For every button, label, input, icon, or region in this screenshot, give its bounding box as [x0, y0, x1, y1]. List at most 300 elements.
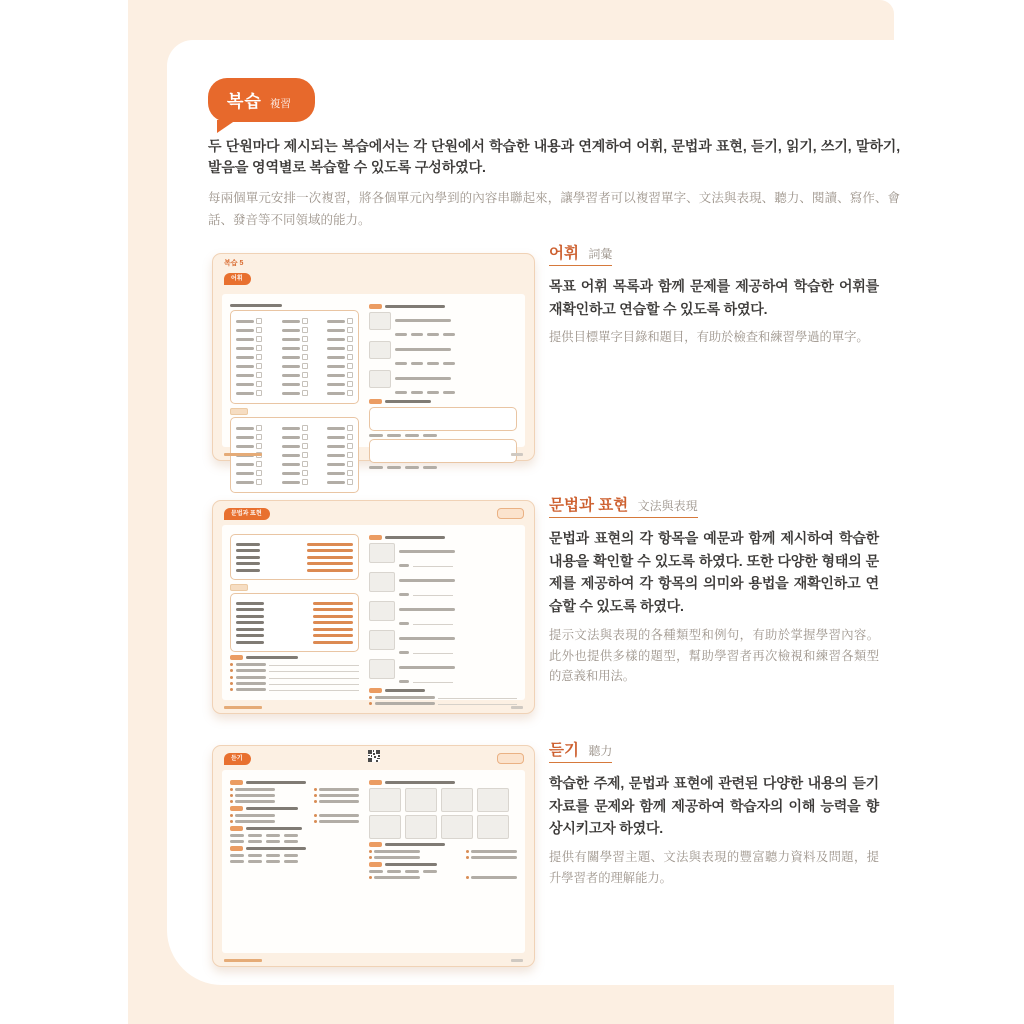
question-number-tag [369, 842, 382, 847]
option-pair-row [230, 800, 359, 803]
word-checkbox-pair [327, 452, 353, 458]
illustration-placeholder [441, 815, 473, 839]
option-pair [230, 788, 275, 791]
option-skeleton-bar [399, 564, 409, 567]
text-skeleton-bar [327, 436, 345, 439]
options-row [230, 854, 359, 857]
item-number-dot [230, 663, 233, 666]
text-skeleton-bar [235, 794, 275, 797]
checkbox-mark [302, 345, 308, 351]
grammar-pattern-box [230, 593, 359, 652]
checkbox-mark [302, 452, 308, 458]
numbered-line-skeleton [230, 688, 359, 691]
word-row-skeleton [236, 479, 353, 485]
item-number-dot [314, 814, 317, 817]
checkbox-mark [256, 470, 262, 476]
word-checkbox-pair [327, 363, 353, 369]
exercise-lines [399, 630, 517, 656]
word-checkbox-pair [236, 354, 262, 360]
text-skeleton-bar [236, 608, 264, 611]
word-checkbox-pair [327, 470, 353, 476]
word-checkbox-pair [327, 345, 353, 351]
grammar-row-skeleton [236, 556, 353, 559]
question-number-tag [230, 655, 243, 660]
option-skeleton-bar [399, 651, 409, 654]
footer-book-label [224, 706, 262, 709]
question-number-tag [230, 806, 243, 811]
text-skeleton-bar [471, 856, 517, 859]
question-number-tag [369, 399, 382, 404]
option-skeleton-bar [266, 840, 280, 843]
text-skeleton-bar [282, 392, 300, 395]
question-heading-skeleton [230, 806, 359, 811]
checkbox-mark [347, 354, 353, 360]
answer-box [369, 407, 517, 431]
question-heading-skeleton [230, 846, 359, 851]
section-title-chinese: 聽力 [588, 744, 613, 758]
word-row-skeleton [236, 345, 353, 351]
illustration-row [369, 815, 517, 839]
numbered-line-skeleton [230, 669, 359, 672]
write-in-line [269, 663, 359, 666]
options-row [230, 840, 359, 843]
checkbox-mark [256, 461, 262, 467]
text-skeleton-bar [236, 628, 264, 631]
text-skeleton-bar [282, 356, 300, 359]
checkbox-mark [302, 363, 308, 369]
category-chip [230, 408, 248, 415]
question-number-tag [369, 304, 382, 309]
text-skeleton-bar [374, 876, 420, 879]
word-checkbox-pair [236, 318, 262, 324]
text-skeleton-bar [236, 329, 254, 332]
option-skeleton-bar [395, 391, 407, 394]
option-skeleton-bar [230, 854, 244, 857]
word-checkbox-pair [327, 336, 353, 342]
item-number-dot [369, 702, 372, 705]
options-row [399, 564, 517, 567]
option-skeleton-bar [395, 333, 407, 336]
checkbox-mark [347, 372, 353, 378]
word-checkbox-pair [236, 443, 262, 449]
options-row [369, 870, 517, 873]
option-skeleton-bar [395, 362, 407, 365]
word-checkbox-pair [282, 327, 308, 333]
section-title-korean: 문법과 표현 [549, 497, 629, 514]
option-skeleton-bar [248, 840, 262, 843]
option-skeleton-bar [230, 840, 244, 843]
illustration-placeholder [369, 312, 391, 330]
option-skeleton-bar [411, 362, 423, 365]
question-heading-skeleton [369, 862, 517, 867]
thumb2-tab-grammar: 문법과 표현 [224, 508, 270, 520]
word-row-skeleton [236, 470, 353, 476]
text-skeleton-bar [236, 320, 254, 323]
item-number-dot [466, 856, 469, 859]
text-skeleton-bar [282, 472, 300, 475]
thumb1-page-title: 복습 5 [224, 260, 244, 267]
options-row [395, 362, 517, 365]
grammar-row-skeleton [236, 543, 353, 546]
text-skeleton-bar [235, 788, 275, 791]
grammar-row-skeleton [236, 608, 353, 611]
option-pair-row [369, 876, 517, 879]
option-skeleton-bar [405, 870, 419, 873]
item-number-dot [314, 800, 317, 803]
checkbox-mark [302, 470, 308, 476]
thumb3-right-column [369, 777, 517, 882]
option-skeleton-bar [443, 391, 455, 394]
text-skeleton-bar [282, 445, 300, 448]
intro-paragraph-korean: 두 단원마다 제시되는 복습에서는 각 단원에서 학습한 내용과 연계하여 어휘, 문법과 표현, 듣기, 읽기, 쓰기, 말하기, 발음을 영역별로 복습할 수 있도록 구성하였다. [208, 138, 900, 176]
checkbox-mark [302, 425, 308, 431]
thumb3-tab-listening: 듣기 [224, 753, 251, 765]
bubble-korean-title: 복습 [227, 92, 262, 111]
illustration-placeholder [477, 788, 509, 812]
numbered-line-skeleton [369, 696, 517, 699]
option-skeleton-bar [387, 466, 401, 469]
text-skeleton-bar [236, 463, 254, 466]
option-pair [466, 856, 517, 859]
thumb1-columns [222, 294, 525, 499]
text-skeleton-bar [282, 481, 300, 484]
word-checkbox-pair [282, 372, 308, 378]
word-checkbox-pair [236, 470, 262, 476]
illustration-placeholder [369, 630, 395, 650]
word-checkbox-pair [236, 425, 262, 431]
section-grammar-expressions [549, 493, 879, 687]
option-skeleton-bar [423, 870, 437, 873]
thumbnail-grammar-page [212, 500, 535, 714]
exercise-lines [399, 543, 517, 569]
checkbox-mark [302, 381, 308, 387]
option-pair [314, 800, 359, 803]
exercise-lines [399, 659, 517, 685]
text-skeleton-bar [236, 543, 260, 546]
checkbox-mark [347, 390, 353, 396]
option-skeleton-bar [423, 434, 437, 437]
illustration-placeholder [477, 815, 509, 839]
text-skeleton-bar [385, 781, 455, 784]
text-skeleton-bar [236, 392, 254, 395]
text-skeleton-bar [319, 800, 359, 803]
option-skeleton-bar [230, 860, 244, 863]
item-number-dot [230, 669, 233, 672]
text-skeleton-bar [282, 365, 300, 368]
word-checkbox-pair [327, 434, 353, 440]
option-pair-row [230, 814, 359, 817]
checkbox-mark [302, 372, 308, 378]
text-skeleton-bar [327, 454, 345, 457]
text-skeleton-bar [374, 856, 420, 859]
checkbox-mark [347, 434, 353, 440]
numbered-line-skeleton [230, 663, 359, 666]
word-checkbox-pair [236, 381, 262, 387]
question-number-tag [369, 688, 382, 693]
illustration-placeholder [369, 341, 391, 359]
word-checkbox-pair [327, 354, 353, 360]
option-pair [314, 794, 359, 797]
checkbox-mark [302, 327, 308, 333]
text-skeleton-bar [246, 656, 298, 659]
text-skeleton-bar [282, 383, 300, 386]
checkbox-mark [256, 354, 262, 360]
question-heading-skeleton [369, 535, 517, 540]
text-skeleton-bar [235, 800, 275, 803]
text-skeleton-bar [327, 338, 345, 341]
exercise-item-skeleton [369, 630, 517, 656]
option-skeleton-bar [284, 854, 298, 857]
text-skeleton-bar [236, 365, 254, 368]
options-row [230, 834, 359, 837]
illustration-placeholder [369, 370, 391, 388]
write-in-line [413, 593, 453, 596]
grammar-row-skeleton [236, 621, 353, 624]
options-row [395, 333, 517, 336]
question-heading-skeleton [230, 655, 359, 660]
word-checkbox-pair [327, 425, 353, 431]
answer-box [369, 439, 517, 463]
highlight-skeleton-bar [307, 549, 353, 552]
illustration-placeholder [369, 659, 395, 679]
exercise-item-skeleton [369, 341, 517, 367]
item-number-dot [369, 856, 372, 859]
text-skeleton-bar [246, 847, 306, 850]
option-pair-row [230, 820, 359, 823]
text-skeleton-bar [399, 550, 455, 553]
option-pair [369, 876, 420, 879]
item-number-dot [230, 814, 233, 817]
highlight-skeleton-bar [307, 569, 353, 572]
option-skeleton-bar [399, 593, 409, 596]
item-number-dot [314, 820, 317, 823]
write-in-line [269, 676, 359, 679]
section-title-korean: 듣기 [549, 742, 579, 759]
text-skeleton-bar [236, 663, 266, 666]
write-in-line [413, 622, 453, 625]
checkbox-mark [302, 390, 308, 396]
options-row [395, 391, 517, 394]
question-number-tag [369, 535, 382, 540]
checkbox-mark [256, 345, 262, 351]
word-checkbox-pair [282, 461, 308, 467]
highlight-skeleton-bar [307, 543, 353, 546]
thumb1-left-column [230, 301, 359, 495]
write-in-line [438, 696, 517, 699]
text-skeleton-bar [327, 427, 345, 430]
word-checkbox-pair [327, 390, 353, 396]
exercise-item-skeleton [369, 659, 517, 685]
word-checkbox-pair [327, 318, 353, 324]
category-chip [230, 584, 248, 591]
write-in-line [413, 651, 453, 654]
text-skeleton-bar [399, 579, 455, 582]
section-title-korean: 어휘 [549, 245, 579, 262]
text-skeleton-bar [282, 427, 300, 430]
text-skeleton-bar [327, 445, 345, 448]
word-checkbox-pair [327, 327, 353, 333]
section-title-chinese: 詞彙 [588, 247, 613, 261]
word-checkbox-pair [236, 372, 262, 378]
illustration-placeholder [441, 788, 473, 812]
word-checkbox-pair [236, 434, 262, 440]
exercise-item-skeleton [369, 370, 517, 396]
highlight-skeleton-bar [313, 602, 353, 605]
word-checkbox-pair [327, 461, 353, 467]
section-title [549, 241, 612, 266]
word-checkbox-pair [236, 327, 262, 333]
word-checkbox-pair [282, 443, 308, 449]
write-in-line [413, 680, 453, 683]
word-checkbox-pair [282, 318, 308, 324]
word-row-skeleton [236, 336, 353, 342]
option-skeleton-bar [284, 860, 298, 863]
thumb3-page-content [222, 770, 525, 953]
text-skeleton-bar [327, 392, 345, 395]
option-skeleton-bar [411, 333, 423, 336]
footer-page-number [511, 453, 523, 456]
checkbox-mark [256, 434, 262, 440]
option-skeleton-bar [248, 860, 262, 863]
word-checkbox-pair [282, 452, 308, 458]
option-skeleton-bar [248, 854, 262, 857]
option-skeleton-bar [443, 333, 455, 336]
checkbox-mark [347, 318, 353, 324]
item-number-dot [369, 850, 372, 853]
write-in-line [269, 669, 359, 672]
text-skeleton-bar [327, 356, 345, 359]
word-checkbox-pair [282, 390, 308, 396]
grammar-row-skeleton [236, 641, 353, 644]
text-skeleton-bar [236, 436, 254, 439]
text-skeleton-bar [395, 319, 451, 322]
word-checkbox-pair [282, 354, 308, 360]
option-skeleton-bar [427, 333, 439, 336]
option-pair [230, 800, 275, 803]
options-row [399, 622, 517, 625]
text-skeleton-bar [385, 689, 425, 692]
option-skeleton-bar [387, 434, 401, 437]
option-skeleton-bar [399, 680, 409, 683]
checkbox-mark [256, 479, 262, 485]
item-number-dot [230, 788, 233, 791]
text-skeleton-bar [327, 365, 345, 368]
footer-page-number [511, 706, 523, 709]
grammar-row-skeleton [236, 562, 353, 565]
checkbox-mark [347, 470, 353, 476]
exercise-item-skeleton [369, 572, 517, 598]
text-skeleton-bar [327, 374, 345, 377]
text-skeleton-bar [282, 454, 300, 457]
text-skeleton-bar [236, 562, 260, 565]
checkbox-mark [256, 327, 262, 333]
section-body-chinese: 提供目標單字目錄和題目，有助於檢查和練習學過的單字。 [549, 330, 869, 345]
text-skeleton-bar [236, 356, 254, 359]
text-skeleton-bar [385, 863, 437, 866]
grammar-row-skeleton [236, 615, 353, 618]
item-number-dot [230, 794, 233, 797]
text-skeleton-bar [236, 481, 254, 484]
section-listening [549, 738, 879, 889]
option-skeleton-bar [399, 622, 409, 625]
word-checkbox-pair [282, 479, 308, 485]
options-row [399, 651, 517, 654]
text-skeleton-bar [230, 304, 282, 307]
checkbox-mark [256, 318, 262, 324]
footer-book-label [224, 959, 262, 962]
word-row-skeleton [236, 363, 353, 369]
word-row-skeleton [236, 434, 353, 440]
checkbox-mark [302, 354, 308, 360]
text-skeleton-bar [246, 781, 306, 784]
option-skeleton-bar [405, 434, 419, 437]
checkbox-mark [302, 318, 308, 324]
instruction-skeleton [230, 304, 359, 307]
bubble-chinese-subtitle: 複習 [269, 98, 291, 110]
text-skeleton-bar [236, 383, 254, 386]
text-skeleton-bar [327, 320, 345, 323]
content-card [167, 40, 1024, 985]
exercise-item-skeleton [369, 601, 517, 627]
thumb3-left-column [230, 777, 359, 882]
text-skeleton-bar [395, 377, 451, 380]
checkbox-mark [347, 452, 353, 458]
word-checkbox-pair [327, 381, 353, 387]
options-row [369, 434, 517, 437]
review-chip [497, 753, 524, 764]
word-checkbox-pair [327, 372, 353, 378]
checkbox-mark [256, 381, 262, 387]
text-skeleton-bar [246, 807, 298, 810]
illustration-placeholder [369, 815, 401, 839]
question-heading-skeleton [369, 399, 517, 404]
text-skeleton-bar [282, 436, 300, 439]
footer-page-number [511, 959, 523, 962]
checkbox-mark [347, 461, 353, 467]
exercise-lines [399, 572, 517, 598]
option-pair-row [369, 850, 517, 853]
option-pair [230, 794, 275, 797]
text-skeleton-bar [471, 876, 517, 879]
highlight-skeleton-bar [313, 634, 353, 637]
text-skeleton-bar [236, 374, 254, 377]
write-in-line [269, 682, 359, 685]
question-heading-skeleton [369, 304, 517, 309]
text-skeleton-bar [236, 669, 266, 672]
highlight-skeleton-bar [313, 621, 353, 624]
illustration-placeholder [369, 788, 401, 812]
exercise-lines [395, 370, 517, 396]
item-number-dot [314, 788, 317, 791]
checkbox-mark [256, 443, 262, 449]
word-checkbox-pair [282, 434, 308, 440]
option-skeleton-bar [369, 870, 383, 873]
option-skeleton-bar [411, 391, 423, 394]
highlight-skeleton-bar [313, 641, 353, 644]
checkbox-mark [256, 336, 262, 342]
question-number-tag [230, 846, 243, 851]
question-heading-skeleton [230, 826, 359, 831]
option-skeleton-bar [266, 860, 280, 863]
highlight-skeleton-bar [307, 556, 353, 559]
highlight-skeleton-bar [307, 562, 353, 565]
write-in-line [269, 688, 359, 691]
checkbox-mark [347, 381, 353, 387]
highlight-skeleton-bar [313, 608, 353, 611]
section-body-korean: 목표 어휘 목록과 함께 문제를 제공하여 학습한 어휘를 재확인하고 연습할 수 있도록 하였다. [549, 278, 879, 317]
option-skeleton-bar [266, 854, 280, 857]
option-pair [314, 814, 359, 817]
